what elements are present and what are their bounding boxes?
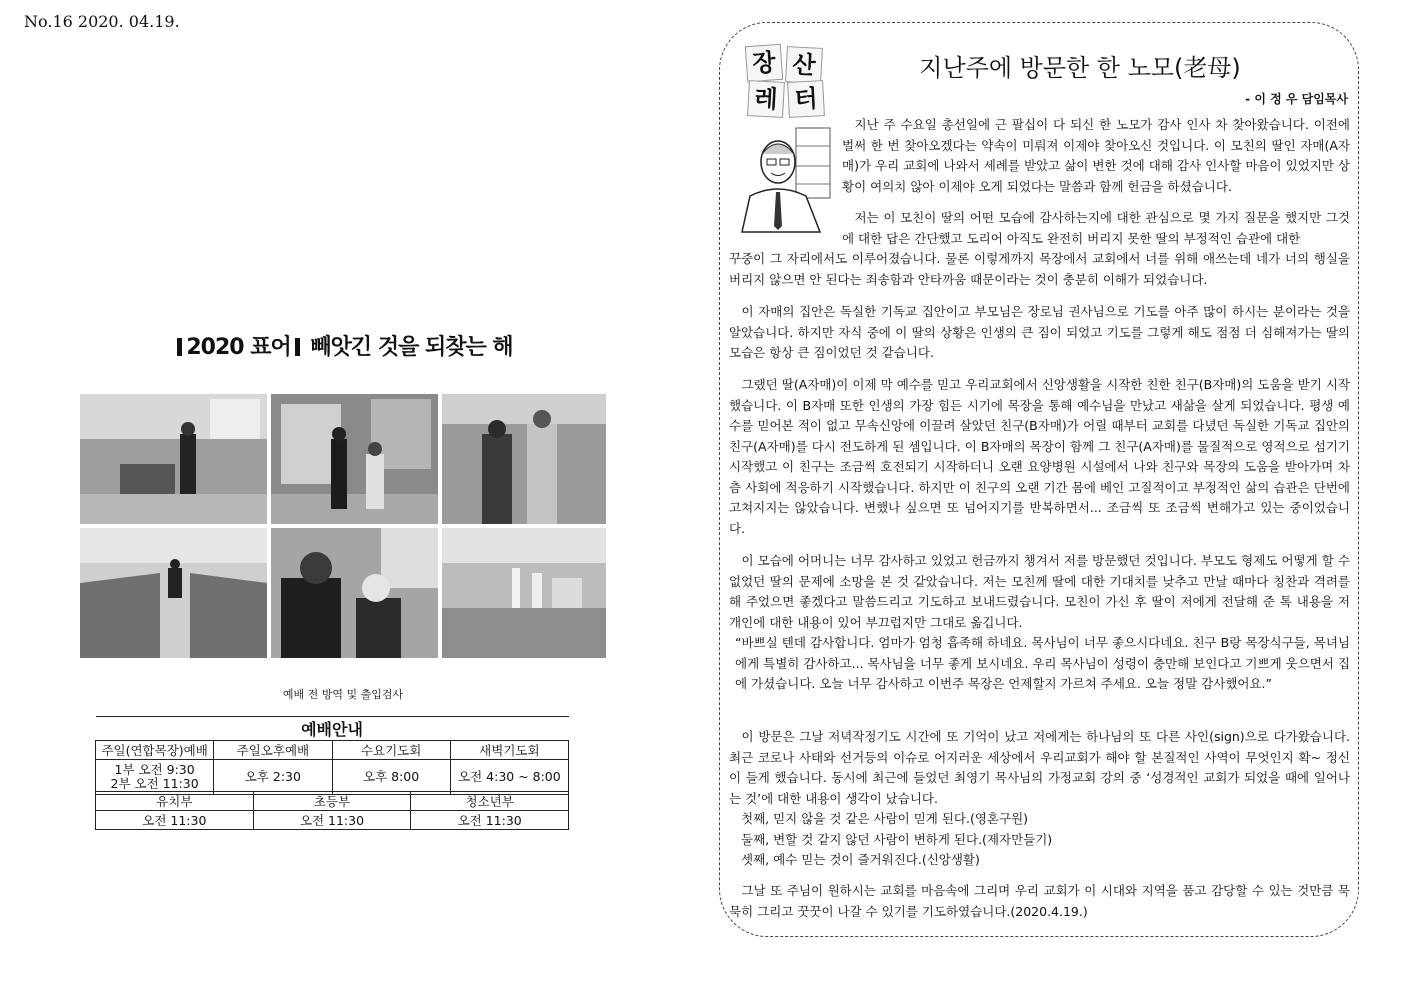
letter-byline: - 이 정 우 담임목사 bbox=[1245, 92, 1348, 106]
paragraph-6: 이 방문은 그날 저녁작정기도 시간에 또 기억이 났고 저에게는 하나님의 또 다른 사인(sign)으로 다가왔습니다. 최근 코로나 사태와 선거등의 이슈로 어지러운 세상에서 우리교회가 해야 할 본질적인 사역이 무엇인지 확~ 정신이 들게 했습니다. 동시에 최근에 들었던 최영기 목사님의 가정교회 강의 중 ‘성경적인 교회가 되었을 때에 일어나는 것’에 대한 내용이 생각이 났습니다. bbox=[729, 729, 1350, 806]
photo-sanitizing-pulpit bbox=[80, 394, 267, 524]
photo-entrance-check bbox=[271, 394, 438, 524]
list-item: 첫째, 믿지 않을 것 같은 사람이 믿게 된다.(영혼구원) bbox=[741, 811, 1029, 826]
motto-label: 2020 표어 bbox=[186, 335, 291, 360]
bar-marker-right bbox=[295, 338, 300, 356]
badge-char-2: 산 bbox=[785, 46, 823, 84]
paragraph-4: 그랬던 딸(A자매)이 이제 막 예수를 믿고 우리교회에서 신앙생활을 시작한 친한 친구(B자매)의 도움을 받기 시작했습니다. 이 B자매 또한 인생의 가장 힘든 시기에 목장을 통해 예수님을 만났고 새삶을 살게 되었습니다. 평생 예수를 믿어본 적이 없고 무속신앙에 이끌려 살았던 친구(B자매)가 어릴 때부터 교회를 다녔던 독실한 기독교 집안의 친구(A자매)를 다시 전도하게 된 셈입니다. 이 B자매의 목장이 함께 그 친구(A자매)를 물질적으로 영적으로 섬기기 시작했고 이 친구는 조금씩 호전되기 시작하더니 오랜 요양병원 시설에서 나와 친구와 목장의 도움을 받아가며 차츰 사회에 적응하기 시작했습니다. 하지만 이 친구의 오랜 기간 몸에 베인 고질적이고 부정적인 삶의 습관은 단번에 고쳐지지는 않았습니다. 변했나 싶으면 또 넘어지기를 반복하면서... 조금씩 또 조금씩 변해가고 있는 중이었습니다. bbox=[729, 377, 1350, 536]
badge-char-1: 장 bbox=[745, 44, 783, 82]
quote-message: “바쁘실 텐데 감사합니다. 엄마가 엄청 흡족해 하네요. 목사님이 너무 좋으시다네요. 친구 B랑 목장식구들, 목녀님에게 특별히 감사하고... 목사님을 너무 좋게 보시네요. 우리 목사님이 성령이 충만해 보인다고 기쁘게 웃으면서 집에 가셨습니다. 오늘 너무 감사하고 이번주 목장은 언제할지 가르쳐 주세요. 오늘 정말 감사했어요.” bbox=[735, 635, 1350, 691]
badge-char-4: 터 bbox=[787, 80, 825, 118]
time-kindergarten: 오전 11:30 bbox=[96, 811, 254, 830]
paragraph-2-start: 저는 이 모친이 딸의 어떤 모습에 감사하는지에 대한 관심으로 몇 가지 질문을 했지만 그것에 대한 답은 간단했고 도리어 아직도 완전히 버리지 못한 딸의 부정적인 습관에 대한 bbox=[842, 210, 1350, 246]
photo-sanitizer-table bbox=[442, 528, 606, 658]
photo-caption: 예배 전 방역 및 출입검사 bbox=[282, 688, 404, 701]
motto-heading bbox=[80, 330, 606, 361]
photo-empty-sanctuary bbox=[80, 528, 267, 658]
paragraph-7: 그날 또 주님이 원하시는 교회를 마음속에 그리며 우리 교회가 이 시대와 지역을 품고 감당할 수 있는 것만큼 묵묵히 그리고 꿋꿋이 나갈 수 있기를 기도하였습니다.(2020.4.19.) bbox=[729, 883, 1350, 919]
photo-mask-check bbox=[271, 528, 438, 658]
time-elementary: 오전 11:30 bbox=[253, 811, 411, 830]
time-dawn-prayer: 오전 4:30 ~ 8:00 bbox=[450, 760, 568, 795]
column-badge bbox=[746, 45, 826, 115]
paragraph-5: 이 모습에 어머니는 너무 감사하고 있었고 헌금까지 챙겨서 저를 방문했던 것입니다. 부모도 형제도 어떻게 할 수 없었던 딸의 문제에 소망을 본 것 같았습니다. 저는 모친께 딸에 대한 기대치를 낮추고 만날 때마다 칭찬과 격려를 해 주었으면 좋겠다고 말씀드리고 기도하고 보내드렸습니다. 모친이 가신 후 딸이 저에게 전달해 준 톡 내용을 저 개인에 대한 내용이 있어 부끄럽지만 그대로 옮깁니다. bbox=[729, 553, 1350, 630]
time-wednesday-prayer: 오후 8:00 bbox=[332, 760, 450, 795]
paragraph-2-end: 꾸중이 그 자리에서도 이루어졌습니다. 물론 이렇게까지 목장에서 교회에서 너를 위해 애쓰는데 네가 너의 행실을 버리지 않으면 안 된다는 죄송함과 안타까움 때문이라는 것이 충분히 이해가 되었습니다. bbox=[729, 251, 1350, 287]
schedule-title: 예배안내 bbox=[96, 717, 569, 741]
photo-temperature-check bbox=[442, 394, 606, 524]
list-item: 둘째, 변할 것 같지 않던 사람이 변하게 된다.(제자만들기) bbox=[741, 831, 1053, 847]
school-schedule-table bbox=[95, 791, 569, 830]
paragraph-3: 이 자매의 집안은 독실한 기독교 집안이고 부모님은 장로님 권사님으로 기도를 아주 많이 하시는 분이라는 것을 알았습니다. 하지만 자식 중에 이 딸의 상황은 인생의 큰 짐이 되었고 기도를 그렇게 해도 점점 더 심해져가는 딸의 모습은 항상 큰 짐이었던 것 같습니다. bbox=[729, 304, 1350, 360]
motto-text: 빼앗긴 것을 되찾는 해 bbox=[310, 335, 513, 360]
three-signs-list bbox=[741, 809, 1341, 871]
list-item: 셋째, 예수 믿는 것이 즐거워진다.(신앙생활) bbox=[741, 852, 980, 867]
header-elementary: 초등부 bbox=[253, 792, 411, 811]
header-youth: 청소년부 bbox=[411, 792, 569, 811]
time-sunday-afternoon: 오후 2:30 bbox=[214, 760, 332, 795]
badge-char-3: 레 bbox=[747, 80, 785, 118]
pastor-portrait-sketch bbox=[736, 126, 832, 234]
time-sunday-worship: 1부 오전 9:30 2부 오전 11:30 bbox=[96, 760, 214, 795]
photo-collage bbox=[80, 394, 606, 658]
header-sunday-afternoon: 주일오후예배 bbox=[214, 741, 332, 760]
header-dawn-prayer: 새벽기도회 bbox=[450, 741, 568, 760]
letter-title: 지난주에 방문한 한 노모(老母) bbox=[919, 54, 1241, 82]
header-sunday-worship: 주일(연합목장)예배 bbox=[96, 741, 214, 760]
bar-marker-left bbox=[177, 338, 182, 356]
worship-schedule-table bbox=[95, 716, 569, 795]
header-kindergarten: 유치부 bbox=[96, 792, 254, 811]
issue-number: No.16 2020. 04.19. bbox=[24, 12, 180, 31]
header-wednesday-prayer: 수요기도회 bbox=[332, 741, 450, 760]
time-youth: 오전 11:30 bbox=[411, 811, 569, 830]
paragraph-1: 지난 주 수요일 총선일에 근 팔십이 다 되신 한 노모가 감사 인사 차 찾아왔습니다. 이전에 벌써 한 번 찾아오겠다는 약속이 미뤄져 이제야 찾아오신 것입니다. 이 모친의 딸인 자매(A자매)가 우리 교회에 나와서 세례를 받았고 삶이 변한 것에 대해 감사 인사할 마음이 있었지만 상황이 여의치 않아 이제야 오게 되었다는 말씀과 함께 헌금을 하셨습니다. bbox=[842, 117, 1350, 194]
